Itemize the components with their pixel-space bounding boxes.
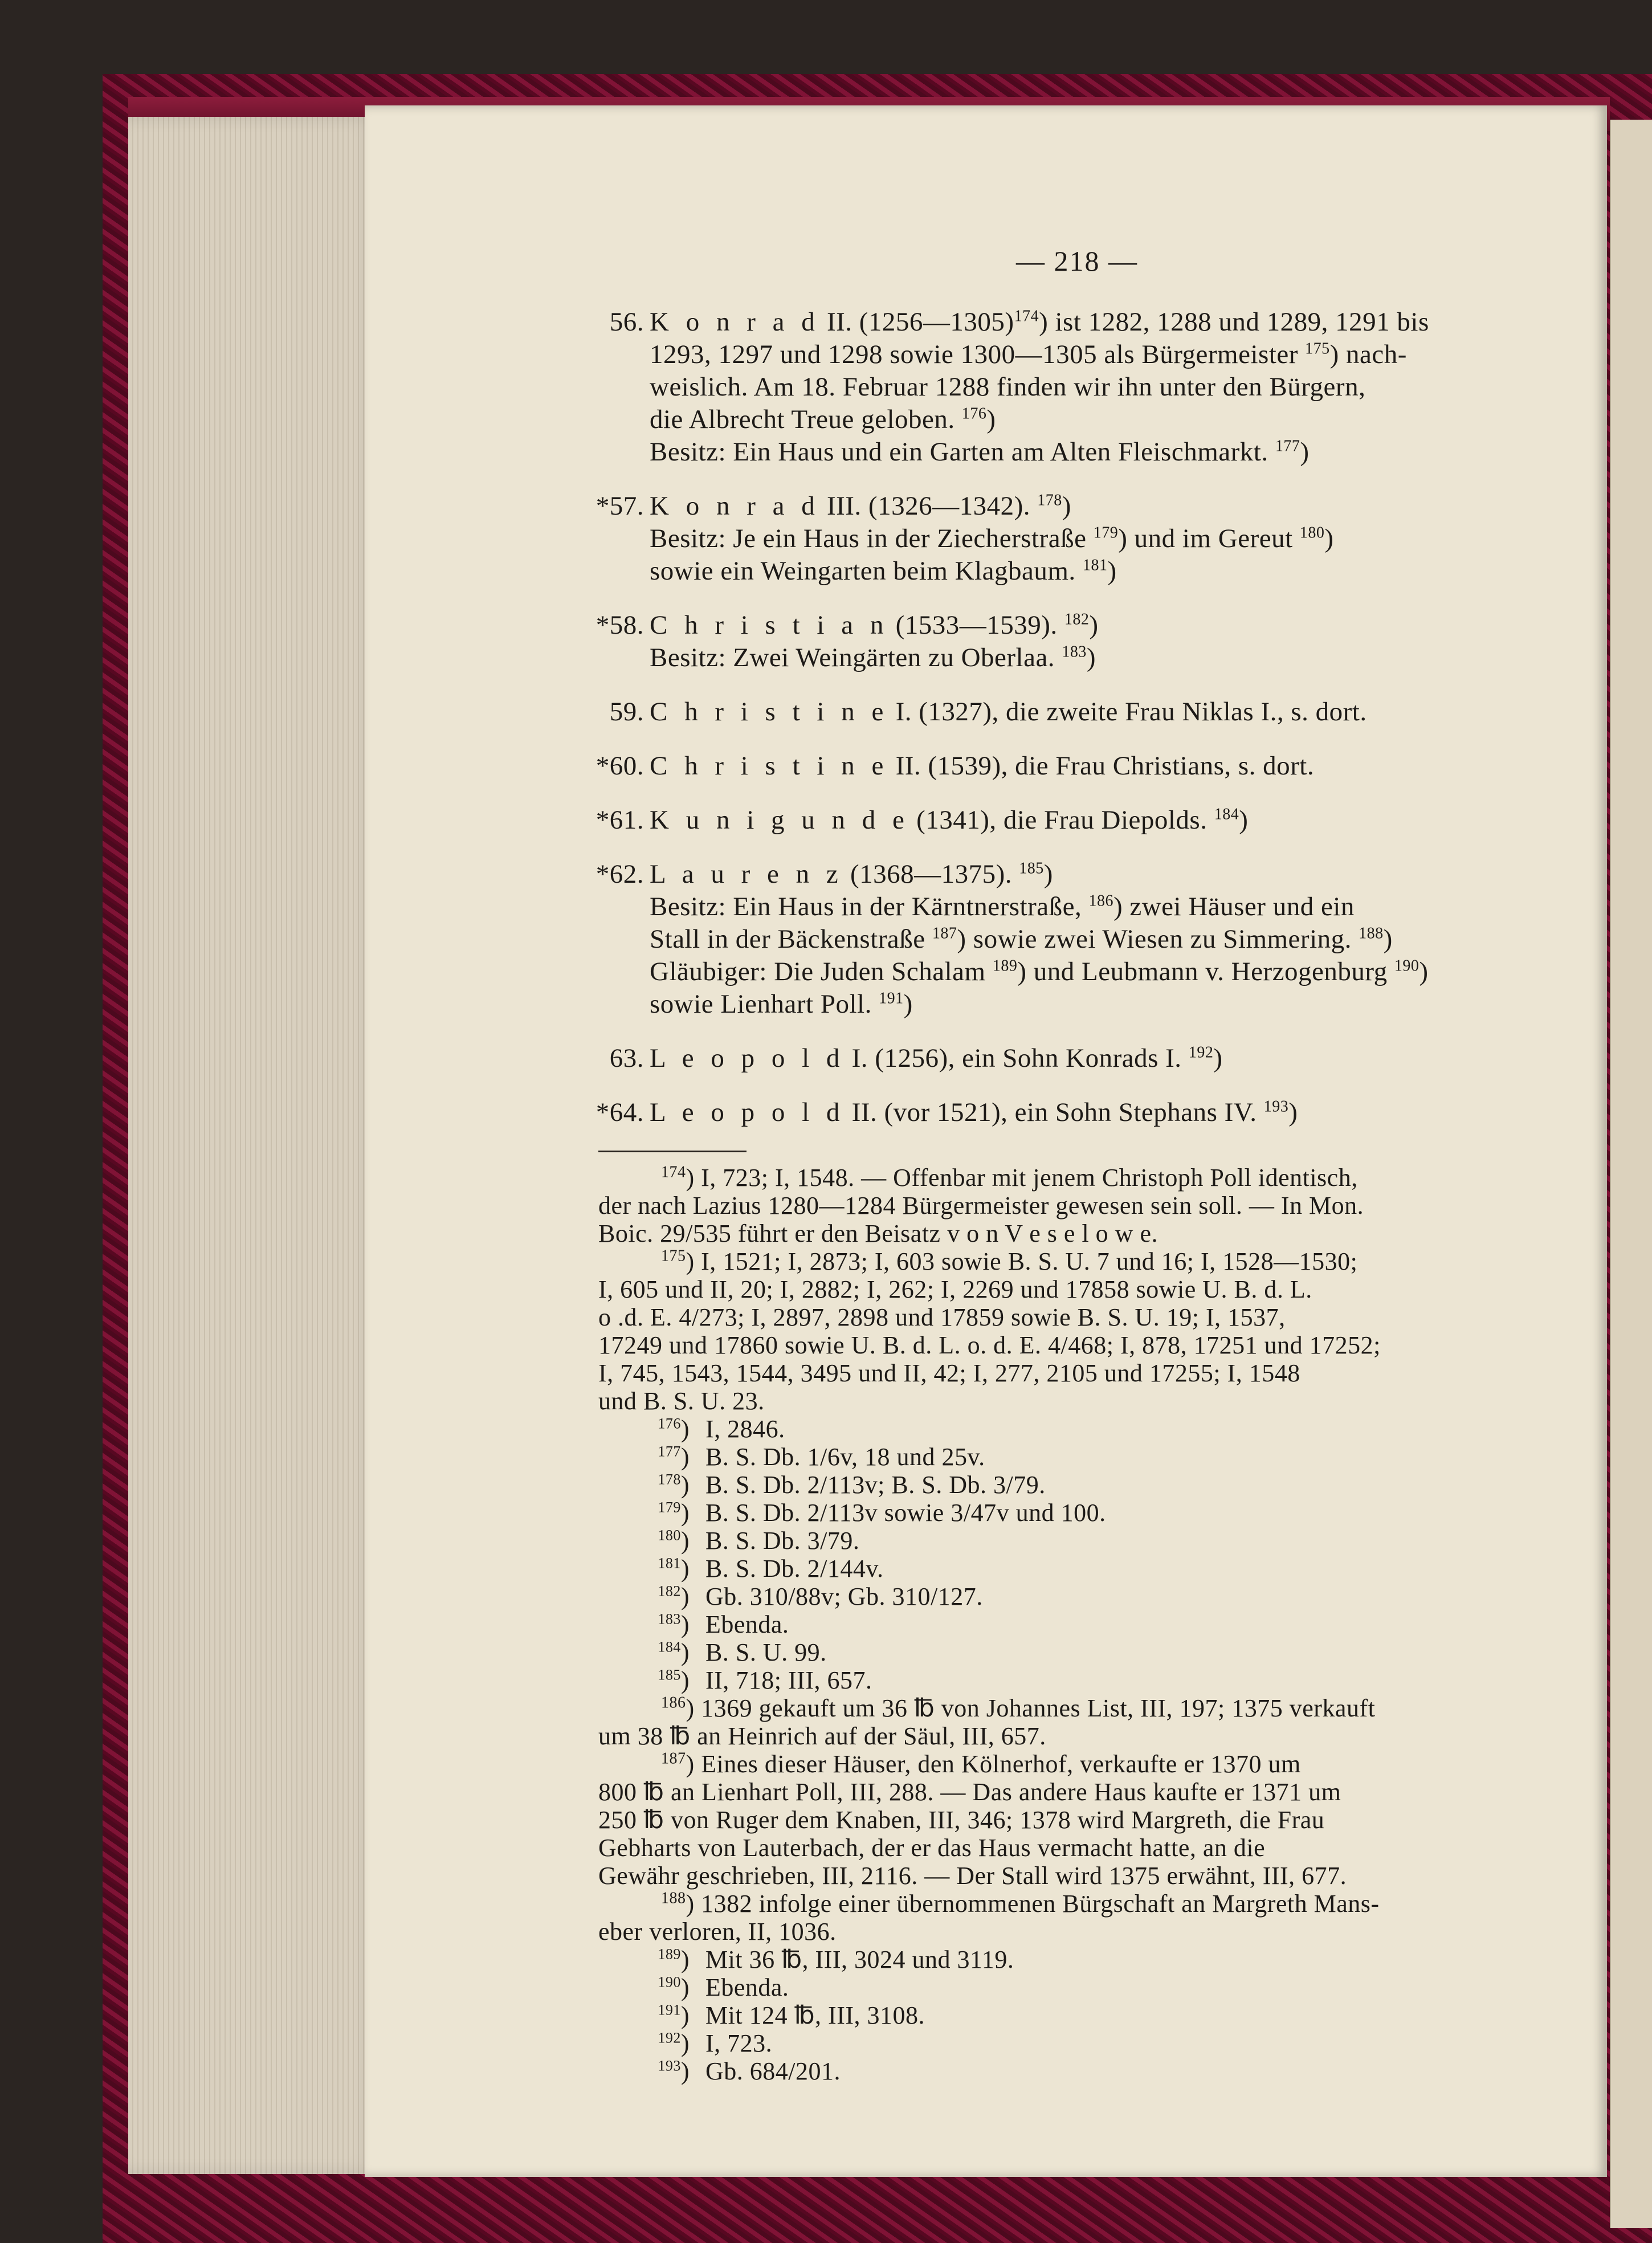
footnote-mark: $^{191}$) <box>658 2001 690 2029</box>
footnote <box>598 2001 1556 2029</box>
entry-line <box>598 891 1556 923</box>
footnote-text: B. S. Db. 3/79. <box>705 1527 860 1555</box>
footnote-ref: 175 <box>1305 340 1330 358</box>
footnote <box>598 2057 1556 2085</box>
footnote-ref: 192 <box>1188 1043 1214 1062</box>
entry-line <box>598 555 1556 588</box>
footnote <box>598 1443 1556 1471</box>
entry-line <box>598 988 1556 1021</box>
entry-number: 59. <box>609 697 644 727</box>
footnote-text: Gb. 310/88v; Gb. 310/127. <box>705 1583 983 1610</box>
entry <box>598 1042 1556 1075</box>
entry-text: ) sowie zwei Wiesen zu Simmering. <box>957 924 1359 954</box>
entry-text: ) <box>1086 643 1096 672</box>
entry-text: 1293, 1297 und 1298 sowie 1300—1305 als Bürgermeister <box>650 340 1306 369</box>
person-name: C h r i s t i n e <box>650 751 889 781</box>
footnote-mark: 175 <box>661 1247 686 1265</box>
footnote <box>598 1499 1556 1527</box>
footnote-ref: 179 <box>1093 524 1119 542</box>
entry-line <box>598 371 1556 403</box>
footnote-line: $^{187}$) Eines dieser Häuser, den Kölnerhof, verkaufte er 1370 um <box>661 1749 1301 1778</box>
footnote-ref: 186 <box>1088 892 1113 910</box>
entry-list <box>595 306 1556 1129</box>
entry-text: ) <box>1288 1098 1298 1127</box>
entry-text: ) ist 1282, 1288 und 1289, 1291 bis <box>1039 307 1429 337</box>
footnote-ref: 193 <box>1263 1098 1289 1116</box>
footnote-mark: 188 <box>661 1889 686 1907</box>
entry-text: ) <box>1089 610 1099 640</box>
entry-text: ) <box>1300 437 1310 467</box>
footnote-ref: 182 <box>1064 610 1090 629</box>
footnote <box>598 1583 1556 1610</box>
entry-number: *62. <box>595 859 644 889</box>
footnote <box>598 1555 1556 1583</box>
entry-text: ) zwei Häuser und ein <box>1113 892 1355 921</box>
footnote-mark: $^{184}$) <box>658 1638 690 1666</box>
footnote <box>598 1890 1556 1946</box>
entry-number: 56. <box>609 307 644 337</box>
footnote-text: B. S. Db. 2/113v; B. S. Db. 3/79. <box>705 1471 1046 1499</box>
person-name: L e o p o l d <box>650 1098 845 1127</box>
entry <box>598 306 1556 468</box>
footnote-line: o .d. E. 4/273; I, 2897, 2898 und 17859 sowie B. S. U. 19; I, 1537, <box>598 1303 1286 1331</box>
entry-text: die Albrecht Treue geloben. <box>650 405 962 434</box>
entry-text: ) <box>1043 859 1053 889</box>
footnote <box>598 1415 1556 1443</box>
footnote-line: $^{188}$) 1382 infolge einer übernommenen Bürgschaft an Margreth Mans- <box>661 1889 1380 1918</box>
footnote <box>598 1164 1556 1247</box>
entry-text: ) und im Gereut <box>1118 524 1300 553</box>
entry <box>595 609 1556 674</box>
entry-line <box>595 858 1556 891</box>
entry-text: Besitz: Ein Haus in der Kärntnerstraße, <box>650 892 1089 921</box>
entry-line <box>598 696 1556 728</box>
footnote-line: $^{174}$) I, 723; I, 1548. — Offenbar mit jenem Christoph Poll identisch, <box>661 1163 1358 1192</box>
entry <box>595 804 1556 837</box>
footnote-mark: $^{183}$) <box>658 1610 690 1638</box>
footnote-ref: 181 <box>1082 556 1108 574</box>
footnote-ref: 184 <box>1214 805 1239 823</box>
footnote <box>598 1666 1556 1694</box>
footnote-text: Mit 36 ℔, III, 3024 und 3119. <box>705 1946 1014 1973</box>
footnote-line: und B. S. U. 23. <box>598 1387 765 1415</box>
footnote-mark: $^{177}$) <box>658 1443 690 1471</box>
entry-text: Besitz: Je ein Haus in der Ziecherstraße <box>650 524 1094 553</box>
footnote-line: 17249 und 17860 sowie U. B. d. L. o. d. E. 4/468; I, 878, 17251 und 17252; <box>598 1331 1381 1359</box>
footnote <box>598 1638 1556 1666</box>
footnote-ref: 185 <box>1019 859 1044 878</box>
entry-text: II. (vor 1521), ein Sohn Stephans IV. <box>845 1098 1264 1127</box>
footnote-mark: $^{192}$) <box>658 2029 690 2057</box>
entry-text: II. (1256—1305) <box>819 307 1014 337</box>
person-name: L a u r e n z <box>650 859 843 889</box>
footnote-ref: 191 <box>879 989 904 1008</box>
entry-line <box>598 339 1556 371</box>
footnote-text: B. S. Db. 2/144v. <box>705 1555 884 1583</box>
footnotes <box>598 1164 1556 2085</box>
entry-text: Besitz: Ein Haus und ein Garten am Alten Fleischmarkt. <box>650 437 1275 467</box>
entry-text: ) <box>1107 556 1117 586</box>
entry-line <box>598 523 1556 555</box>
footnote-text: Ebenda. <box>705 1973 789 2001</box>
person-name: K o n r a d <box>650 491 820 521</box>
entry <box>595 490 1556 588</box>
entry-text: ) <box>1419 957 1429 986</box>
footnote-mark: $^{176}$) <box>658 1415 690 1443</box>
footnote-text: Ebenda. <box>705 1610 789 1638</box>
entry-text: ) <box>1213 1043 1223 1073</box>
footnote-ref: 188 <box>1359 924 1384 943</box>
footnote-text: B. S. Db. 1/6v, 18 und 25v. <box>705 1443 985 1471</box>
page-content <box>595 245 1556 2085</box>
footnote-ref: 177 <box>1275 437 1300 455</box>
entry-text: sowie Lienhart Poll. <box>650 989 879 1019</box>
entry <box>598 696 1556 728</box>
footnote <box>598 1527 1556 1555</box>
footnote-line: Boic. 29/535 führt er den Beisatz v o n V e s e l o w e. <box>598 1220 1158 1247</box>
footnote-ref: 189 <box>992 957 1018 975</box>
footnote-ref: 174 <box>1014 307 1039 325</box>
entry-line <box>598 642 1556 674</box>
footnote-line: der nach Lazius 1280—1284 Bürgermeister gewesen sein soll. — In Mon. <box>598 1192 1364 1220</box>
page-edges-stack <box>128 117 381 2174</box>
footnote-line: um 38 ℔ an Heinrich auf der Säul, III, 657. <box>598 1722 1046 1750</box>
footnote-mark: $^{178}$) <box>658 1471 690 1499</box>
entry <box>595 858 1556 1021</box>
entry-number: *64. <box>595 1098 644 1127</box>
entry-text: weislich. Am 18. Februar 1288 finden wir ihn unter den Bürgern, <box>650 372 1366 402</box>
footnote-text: B. S. Db. 2/113v sowie 3/47v und 100. <box>705 1499 1106 1527</box>
person-name: K o n r a d <box>650 307 820 337</box>
entry <box>595 750 1556 782</box>
entry-text: II. (1539), die Frau Christians, s. dort. <box>888 751 1315 781</box>
footnote-text: II, 718; III, 657. <box>705 1666 872 1694</box>
entry-text: ) <box>1324 524 1334 553</box>
footnote-mark: $^{189}$) <box>658 1946 690 1973</box>
entry-text: Gläubiger: Die Juden Schalam <box>650 957 993 986</box>
entry-text: (1341), die Frau Diepolds. <box>909 805 1214 835</box>
entry-line <box>598 923 1556 956</box>
entry-line <box>595 490 1556 523</box>
footnote-text: Mit 124 ℔, III, 3108. <box>705 2001 925 2029</box>
entry-text: Stall in der Bäckenstraße <box>650 924 932 954</box>
footnote-line: I, 745, 1543, 1544, 3495 und II, 42; I, 277, 2105 und 17255; I, 1548 <box>598 1359 1300 1387</box>
footnote-ref: 180 <box>1299 524 1325 542</box>
entry-text: I. (1327), die zweite Frau Niklas I., s. dort. <box>888 697 1367 727</box>
footnote-ref: 190 <box>1394 957 1420 975</box>
entry-line <box>595 609 1556 642</box>
footnote-mark: $^{179}$) <box>658 1499 690 1527</box>
entry-line <box>595 750 1556 782</box>
footnote-mark: 174 <box>661 1163 686 1181</box>
footnote-mark: $^{180}$) <box>658 1527 690 1555</box>
footnote-line: eber verloren, II, 1036. <box>598 1918 837 1946</box>
entry-number: *60. <box>595 751 644 781</box>
entry-line <box>598 306 1556 339</box>
footnote-mark: 187 <box>661 1749 686 1768</box>
footnote-line: Gebharts von Lauterbach, der er das Haus vermacht hatte, an die <box>598 1834 1266 1862</box>
footnote <box>598 1973 1556 2001</box>
footnote <box>598 1471 1556 1499</box>
entry-line <box>598 436 1556 468</box>
footnote <box>598 1750 1556 1890</box>
entry-number: 63. <box>609 1043 644 1073</box>
entry-line <box>595 1096 1556 1129</box>
footnote-ref: 176 <box>961 405 987 423</box>
footnote-line: I, 605 und II, 20; I, 2882; I, 262; I, 2269 und 17858 sowie U. B. d. L. <box>598 1275 1312 1303</box>
footnote-line: 250 ℔ von Ruger dem Knaben, III, 346; 1378 wird Margreth, die Frau <box>598 1806 1325 1834</box>
footnote <box>598 1247 1556 1415</box>
entry-text: sowie ein Weingarten beim Klagbaum. <box>650 556 1083 586</box>
entry-text: Besitz: Zwei Weingärten zu Oberlaa. <box>650 643 1062 672</box>
footnote-text: I, 723. <box>705 2029 773 2057</box>
entry-text: ) <box>1383 924 1393 954</box>
footnote-mark: $^{185}$) <box>658 1666 690 1694</box>
entry-line <box>598 403 1556 436</box>
entry-text: ) <box>986 405 996 434</box>
entry-text: (1533—1539). <box>888 610 1064 640</box>
entry-number: *57. <box>595 491 644 521</box>
entry-text: (1368—1375). <box>843 859 1019 889</box>
footnote <box>598 1610 1556 1638</box>
footnote <box>598 1946 1556 1973</box>
entry-number: *58. <box>595 610 644 640</box>
entry-line <box>595 804 1556 837</box>
footnote-ref: 178 <box>1037 491 1062 509</box>
footnote-mark: $^{181}$) <box>658 1555 690 1583</box>
person-name: C h r i s t i a n <box>650 610 889 640</box>
entry-text: ) <box>1239 805 1249 835</box>
footnote-mark: $^{182}$) <box>658 1583 690 1610</box>
facing-page-edge <box>1610 120 1652 2228</box>
entry-text: ) nach- <box>1329 340 1407 369</box>
entry-text: III. (1326—1342). <box>819 491 1038 521</box>
footnote-mark: 186 <box>661 1694 686 1712</box>
entry-text: I. (1256), ein Sohn Konrads I. <box>845 1043 1189 1073</box>
footnote <box>598 2029 1556 2057</box>
footnote-ref: 183 <box>1062 643 1087 661</box>
footnote-line: Gewähr geschrieben, III, 2116. — Der Stall wird 1375 erwähnt, III, 677. <box>598 1862 1347 1890</box>
footnote-line: $^{175}$) I, 1521; I, 2873; I, 603 sowie B. S. U. 7 und 16; I, 1528—1530; <box>661 1247 1358 1275</box>
footnote-mark: $^{193}$) <box>658 2057 690 2085</box>
entry-line <box>598 1042 1556 1075</box>
footnote-text: Gb. 684/201. <box>705 2057 841 2085</box>
page-number: — 218 — <box>1016 245 1138 277</box>
footnote-line: 800 ℔ an Lienhart Poll, III, 288. — Das andere Haus kaufte er 1371 um <box>598 1778 1341 1806</box>
footnote <box>598 1694 1556 1750</box>
footnote-mark: $^{190}$) <box>658 1973 690 2001</box>
person-name: L e o p o l d <box>650 1043 845 1073</box>
footnote-text: B. S. U. 99. <box>705 1638 827 1666</box>
entry-text: ) <box>1062 491 1071 521</box>
entry-text: ) und Leubmann v. Herzogenburg <box>1017 957 1394 986</box>
entry <box>595 1096 1556 1129</box>
entry-line <box>598 956 1556 988</box>
person-name: C h r i s t i n e <box>650 697 889 727</box>
entry-text: ) <box>903 989 913 1019</box>
entry-number: *61. <box>595 805 644 835</box>
footnote-ref: 187 <box>932 924 957 943</box>
person-name: K u n i g u n d e <box>650 805 909 835</box>
footnote-rule <box>598 1151 747 1152</box>
footnote-text: I, 2846. <box>705 1415 785 1443</box>
footnote-line: $^{186}$) 1369 gekauft um 36 ℔ von Johannes List, III, 197; 1375 verkauft <box>661 1694 1376 1722</box>
